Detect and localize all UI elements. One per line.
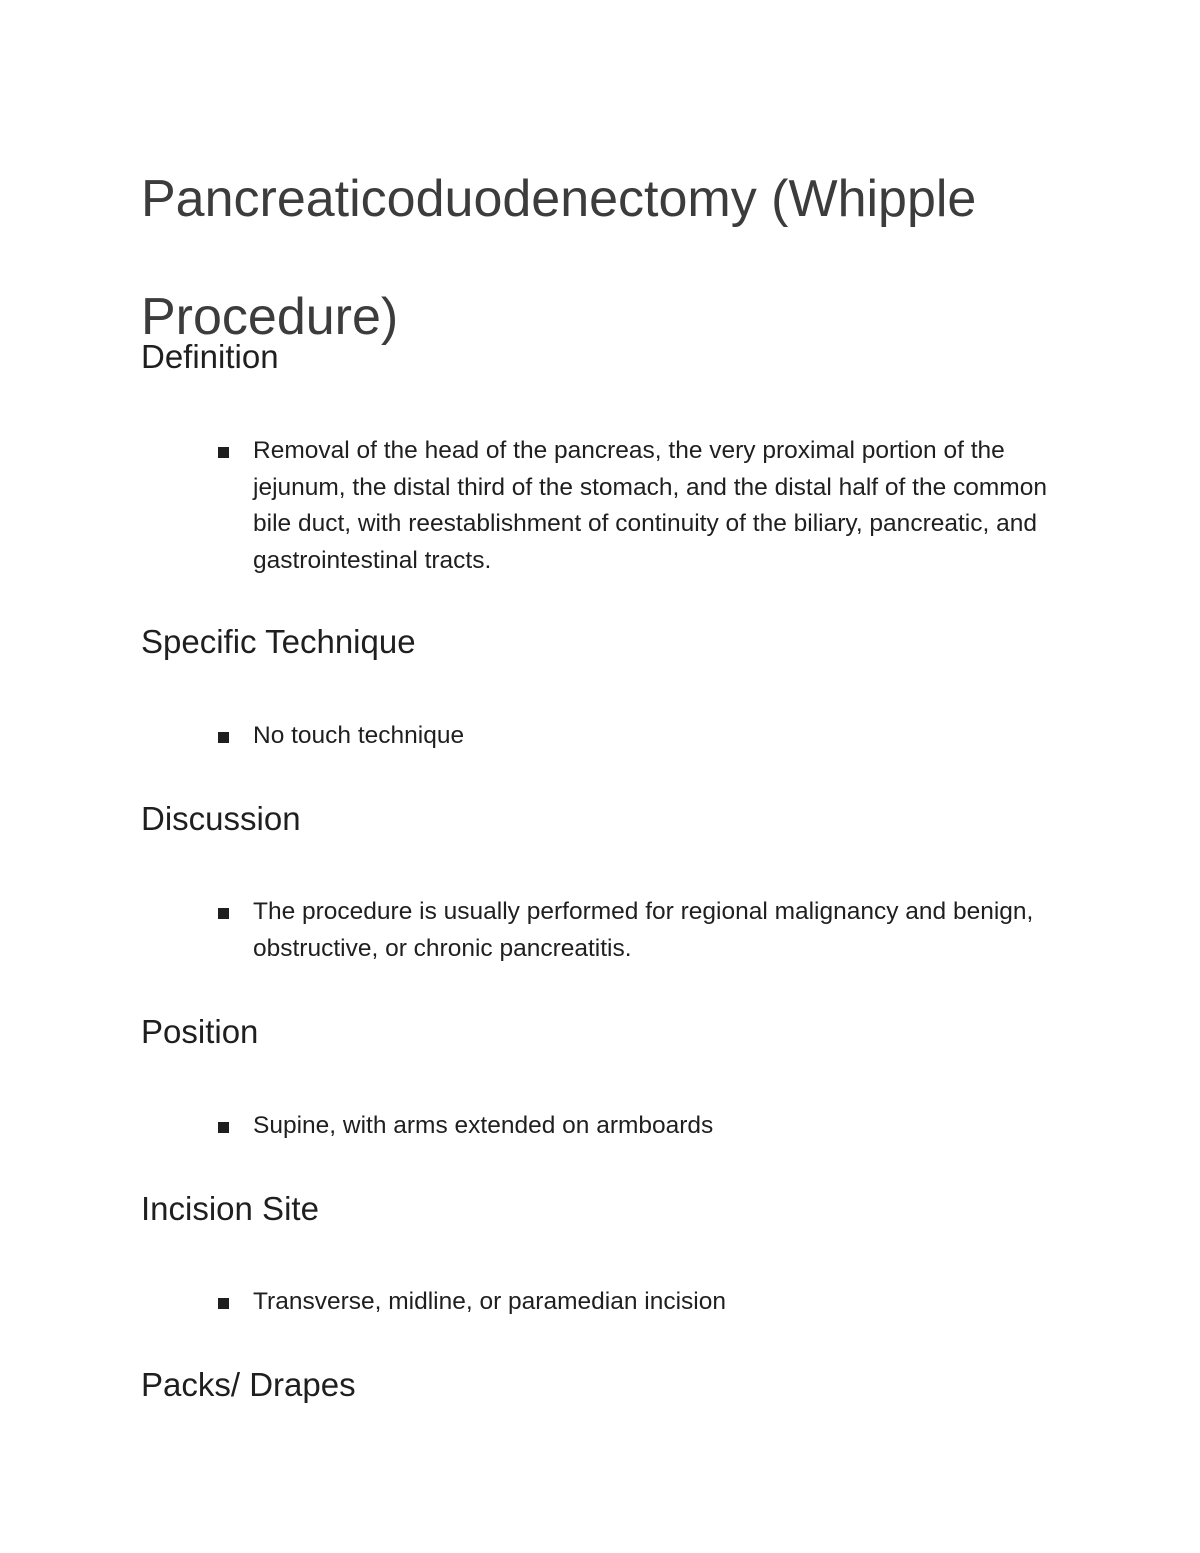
section-heading-definition: Definition xyxy=(141,338,279,375)
square-bullet-icon xyxy=(218,447,229,458)
definition-list xyxy=(218,433,1068,579)
specific-technique-list xyxy=(218,718,1068,755)
square-bullet-icon xyxy=(218,1298,229,1309)
list-item xyxy=(218,718,1068,755)
discussion-list xyxy=(218,894,1068,967)
list-item-text: The procedure is usually performed for regional malignancy and benign, obstructive, or chronic pancreatitis. xyxy=(253,898,1034,962)
page-title: Pancreaticoduodenectomy (Whipple Procedure) xyxy=(141,170,977,346)
incision-site-list xyxy=(218,1284,1068,1321)
section-heading-discussion: Discussion xyxy=(141,800,301,837)
list-item xyxy=(218,1108,1068,1145)
list-item xyxy=(218,433,1068,579)
section-heading-position: Position xyxy=(141,1013,259,1050)
list-item xyxy=(218,1284,1068,1321)
section-heading-specific-technique: Specific Technique xyxy=(141,623,416,660)
square-bullet-icon xyxy=(218,908,229,919)
section-heading-packs-drapes: Packs/ Drapes xyxy=(141,1366,356,1403)
position-list xyxy=(218,1108,1068,1145)
list-item-text: Supine, with arms extended on armboards xyxy=(253,1112,714,1139)
list-item-text: Transverse, midline, or paramedian incision xyxy=(253,1288,726,1315)
list-item-text: No touch technique xyxy=(253,722,465,749)
list-item-text: Removal of the head of the pancreas, the very proximal portion of the jejunum, the distal third of the stomach, and the distal half of the common bile duct, with reestablishment of continuity of the biliary, pancreatic, and gastrointestinal tracts. xyxy=(253,437,1047,574)
square-bullet-icon xyxy=(218,1122,229,1133)
list-item xyxy=(218,894,1068,967)
section-heading-incision-site: Incision Site xyxy=(141,1190,319,1227)
square-bullet-icon xyxy=(218,732,229,743)
